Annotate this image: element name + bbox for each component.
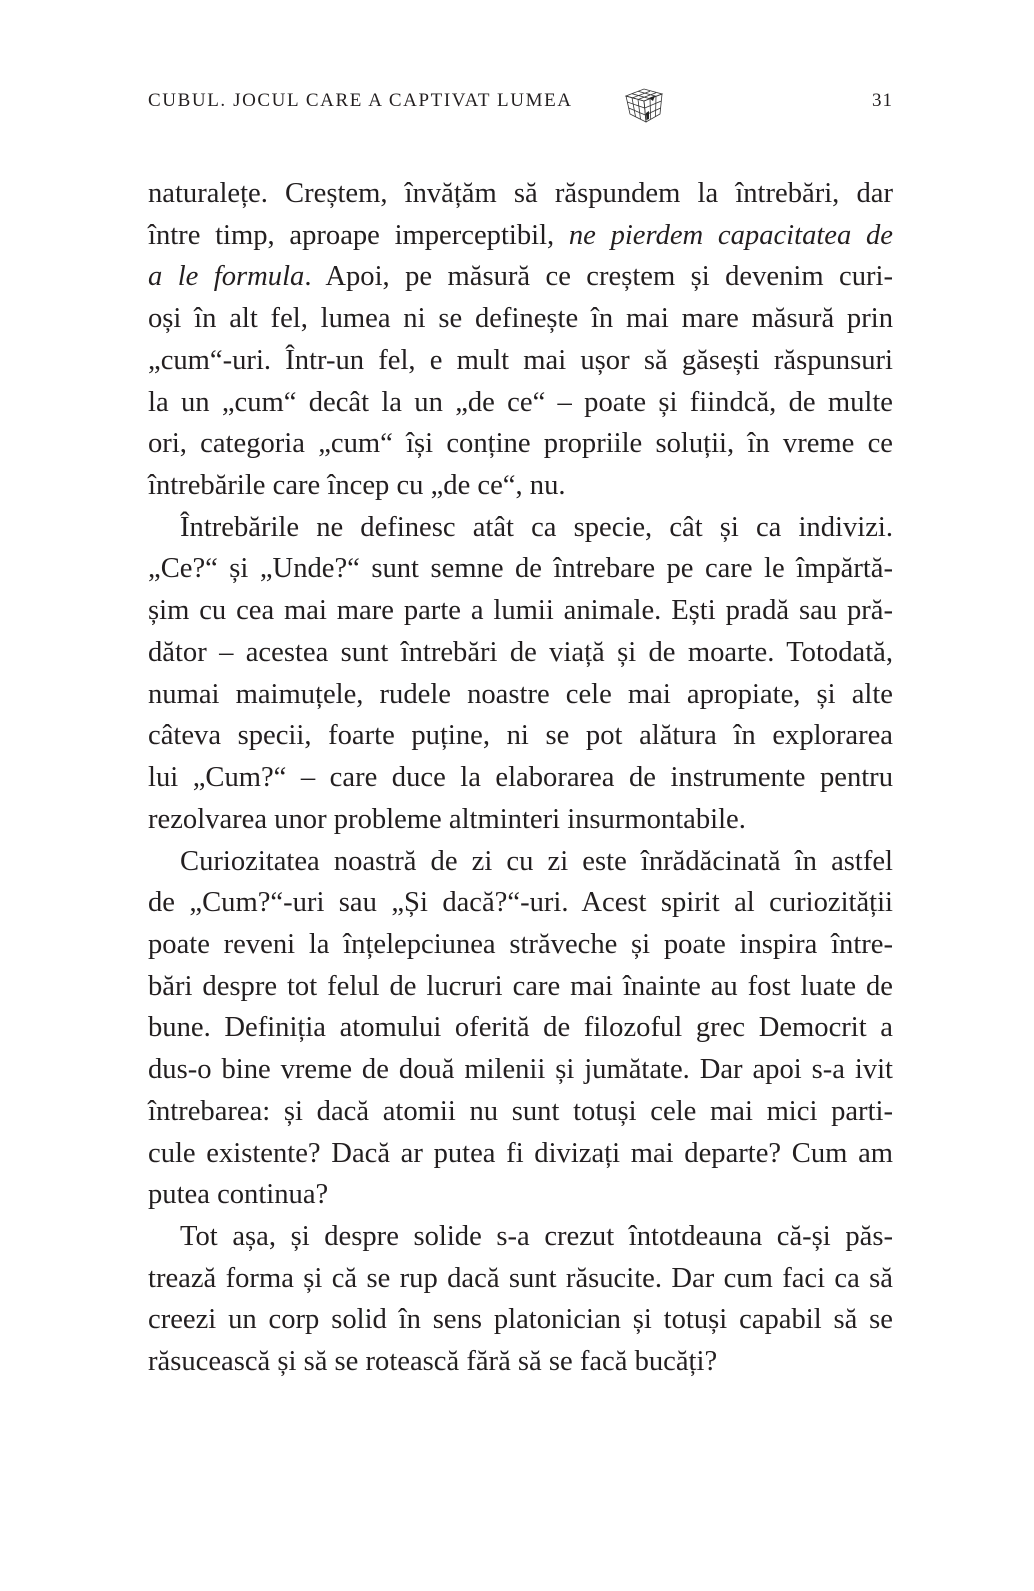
text-segment: de „Cum?“-uri sau „Și dacă?“-uri. Acest spirit al curiozității [148, 887, 893, 919]
text-segment: trează forma și că se rup dacă sunt răsucite. Dar cum faci ca să [148, 1262, 893, 1294]
text-line [148, 1091, 893, 1133]
text-segment: putea continua? [148, 1179, 329, 1211]
text-segment: la un „cum“ decât la un „de ce“ – poate și fiindcă, de multe [148, 386, 893, 418]
text-line [148, 1049, 893, 1091]
body-text [148, 173, 893, 1383]
text-segment: „Ce?“ și „Unde?“ sunt semne de întrebare pe care le împărtă- [148, 553, 893, 585]
text-segment: numai maimuțele, rudele noastre cele mai apropiate, și alte [148, 678, 893, 710]
text-line [148, 548, 893, 590]
text-segment: ori, categoria „cum“ își conține propriile soluții, în vreme ce [148, 428, 893, 460]
text-segment: „cum“-uri. Într-un fel, e mult mai ușor să găsești răspunsuri [148, 344, 893, 376]
text-line [148, 507, 893, 549]
text-segment: bune. Definiția atomului oferită de filozoful grec Democrit a [148, 1012, 893, 1044]
text-segment: Întrebările ne definesc atât ca specie, cât și ca indivizi. [180, 511, 893, 543]
text-line [148, 1007, 893, 1049]
text-segment: șim cu cea mai mare parte a lumii animale. Ești pradă sau pră- [148, 595, 893, 627]
running-header [148, 86, 893, 122]
running-title: CUBUL. JOCUL CARE A CAPTIVAT LUMEA [148, 90, 573, 111]
text-line [148, 1299, 893, 1341]
text-segment: bări despre tot felul de lucruri care mai înainte au fost luate de [148, 970, 893, 1002]
italic-text: a le formula [148, 261, 305, 293]
paragraph [148, 173, 893, 507]
text-line [148, 757, 893, 799]
text-line [148, 590, 893, 632]
text-line [148, 173, 893, 215]
text-line [148, 1174, 893, 1216]
text-line [148, 715, 893, 757]
italic-text: ne pierdem capacitatea de [568, 219, 893, 251]
text-line [148, 882, 893, 924]
text-segment: între timp, aproape imperceptibil, [148, 219, 569, 251]
paragraph [148, 841, 893, 1216]
text-line [148, 1216, 893, 1258]
text-line [148, 1133, 893, 1175]
text-segment: oși în alt fel, lumea ni se definește în mai mare măsură prin [148, 303, 893, 335]
text-segment: creezi un corp solid în sens platonician și totuși capabil să se [148, 1304, 893, 1336]
text-segment: câteva specii, foarte puține, ni se pot alătura în explorarea [148, 720, 893, 752]
text-line [148, 674, 893, 716]
text-line [148, 632, 893, 674]
rubiks-cube-icon [622, 86, 664, 124]
text-segment: rezolvarea unor probleme altminteri insurmontabile. [148, 803, 746, 835]
text-segment: cule existente? Dacă ar putea fi divizați mai departe? Cum am [148, 1137, 893, 1169]
text-segment: dător – acestea sunt întrebări de viață și de moarte. Totodată, [148, 636, 893, 668]
text-segment: Curiozitatea noastră de zi cu zi este înrădăcinată în astfel [180, 845, 893, 877]
text-segment: . Apoi, pe măsură ce creștem și devenim curi- [304, 261, 893, 293]
text-line [148, 924, 893, 966]
text-line [148, 382, 893, 424]
text-line [148, 423, 893, 465]
paragraph [148, 507, 893, 841]
text-segment: Tot așa, și despre solide s-a crezut întotdeauna că-și păs- [180, 1220, 893, 1252]
text-line [148, 841, 893, 883]
text-segment: dus-o bine vreme de două milenii și jumătate. Dar apoi s-a ivit [148, 1054, 893, 1086]
text-line [148, 1341, 893, 1383]
text-segment: întrebarea: și dacă atomii nu sunt totuși cele mai mici parti- [148, 1095, 893, 1127]
text-segment: răsucească și să se rotească fără să se facă bucăți? [148, 1346, 718, 1378]
paragraph [148, 1216, 893, 1383]
text-segment: lui „Cum?“ – care duce la elaborarea de instrumente pentru [148, 762, 893, 794]
text-line [148, 340, 893, 382]
text-line [148, 799, 893, 841]
page-number: 31 [872, 90, 893, 111]
text-line [148, 465, 893, 507]
text-line [148, 215, 893, 257]
text-segment: întrebările care încep cu „de ce“, nu. [148, 470, 566, 502]
text-line [148, 966, 893, 1008]
text-segment: naturalețe. Creștem, învățăm să răspundem la întrebări, dar [148, 178, 893, 209]
text-line [148, 298, 893, 340]
text-line [148, 1258, 893, 1300]
text-segment: poate reveni la înțelepciunea străveche și poate inspira între- [148, 928, 893, 960]
text-line [148, 256, 893, 298]
